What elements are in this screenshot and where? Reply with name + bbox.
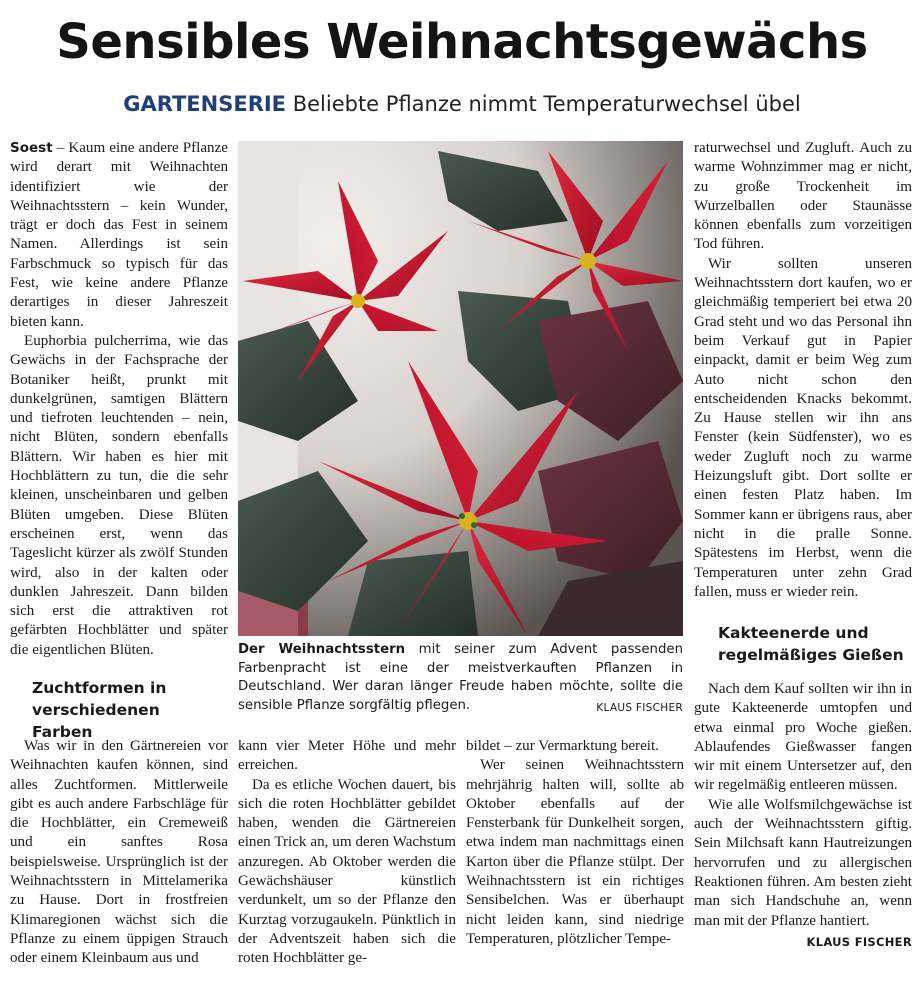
paragraph-col2-a: kann vier Meter Höhe und mehr erreichen. xyxy=(238,738,456,774)
column-3-bottom xyxy=(466,737,684,949)
column-1-top xyxy=(10,139,228,660)
intro-text: – Kaum eine andere Pflanze wird derart mit Weihnachten identifiziert wie der Weihnachtsstern – kein Wunder, trägt er doch das Fest in seinem Namen. Allerdings ist sein Farbschmuck so typisch für das Fest, wie keine andere Pflanze derartiges in dieser Jahreszeit bieten kann. xyxy=(10,140,228,330)
subhead-kakteenerde: Kakteenerde und regelmäßiges Gießen xyxy=(718,624,904,664)
caption-lead: Der Weihnachtsstern xyxy=(238,642,406,657)
paragraph-col2-b: Da es etliche Wochen dauert, bis sich die roten Hochblätter gebildet haben, wenden die Gärtnereien einen Trick an, um deren Wachstum anzuregen. Ab Oktober werden die Gewächshäuser künstlich verdunkelt, um so der Pflanze den Kurztag vorzugaukeln. Pünktlich in der Adventszeit haben sich die roten Hochblätter ge- xyxy=(238,776,456,967)
paragraph-col3-a: bildet – zur Vermarktung bereit. xyxy=(466,738,659,754)
paragraph-col4-c: Nach dem Kauf sollten wir ihn in gute Kakteenerde umtopfen und etwa einmal pro Woche gießen. Ablaufendes Gießwasser fangen wir mit einem Untersetzer auf, den wir regelmäßig entleeren müssen. xyxy=(694,681,912,794)
subline xyxy=(0,92,924,116)
paragraph-col4-d-text: Wie alle Wolfsmilchgewächse ist auch der Weihnachtsstern giftig. Sein Milchsaft kann Hautreizungen hervorrufen und zu allergischen Reaktionen führen. Am besten zieht man sich Handschuhe an, wenn man mit der Pflanze hantiert. xyxy=(694,796,912,929)
column-4-top xyxy=(694,139,912,602)
column-1-bottom xyxy=(10,737,228,969)
poinsettia-photo xyxy=(238,141,683,636)
column-2-bottom xyxy=(238,737,456,969)
paragraph-col4-d xyxy=(694,796,912,949)
subhead-zuchtformen: Zuchtformen in verschiedenen Farben xyxy=(32,679,167,741)
paragraph-botany: Euphorbia pulcherrima, wie das Gewächs in der Fachsprache der Botaniker heißt, prunkt mit dunkelgrünen, samtigen Blättern und tiefroten leuchtenden – nein, nicht Blüten, sondern ebenfalls Blättern. Wir haben es hier mit Hochblättern zu tun, die die sehr kleinen, unscheinbaren und gelben Blüten umgeben. Diese Blüten erscheinen erst, wenn das Tageslicht kürzer als zwölf Stunden wird, also in der kalten oder dunklen Jahreszeit. Dann bilden sich erst die attraktiven rot gefärbten Hochblätter und später die eigentlichen Blüten. xyxy=(10,332,228,658)
caption-text: mit seiner zum Advent passenden Farbenpracht ist eine der meistverkauften Pflanzen in Deutschland. Wer daran länger Freude haben möchte, sollte die sensible Pflanze sorgfältig pflegen. xyxy=(238,642,683,713)
paragraph-col4-b: Wir sollten unseren Weihnachtsstern dort kaufen, wo er gleichmäßig temperiert bei etwa 20 Grad steht und wo das Personal ihn beim Verkauf gut in Papier einpackt, damit er beim Weg zum Auto nicht schon den entscheidenden Knacks bekommt. Zu Hause stellen wir ihn ans Fenster (kein Südfenster), wo es weder Zugluft noch zu warme Heizungsluft gibt. Dort sollte er einen festen Platz haben. Im Sommer kann er übrigens raus, aber nicht in die pralle Sonne. Spätestens im Herbst, wenn die Temperaturen unter zehn Grad fallen, muss er wieder rein. xyxy=(694,255,912,600)
headline: Sensibles Weihnachtsgewächs xyxy=(56,14,868,70)
series-kicker: GARTENSERIE xyxy=(123,92,287,116)
author-byline: KLAUS FISCHER xyxy=(806,934,912,949)
photo-caption xyxy=(238,641,683,717)
paragraph-intro xyxy=(10,139,228,332)
paragraph-col4-a: raturwechsel und Zugluft. Auch zu warme Wohnzimmer mag er nicht, zu große Trockenheit im Wurzelballen oder Staunässe können ebenfalls zum vorzeitigen Tod führen. xyxy=(694,140,912,253)
poinsettia-image xyxy=(238,141,683,636)
paragraph-col3-b: Wer seinen Weihnachtsstern mehrjährig halten will, sollte ab Oktober ebenfalls auf der Fensterbank für Dunkelheit sorgen, etwa indem man nachmittags einen Karton über die Pflanze stülpt. Der Weihnachtsstern ist ein richtiges Sensibelchen. Was er überhaupt nicht leiden kann, sind niedrige Temperaturen, plötzlicher Tempe- xyxy=(466,757,684,947)
dateline: Soest xyxy=(10,140,53,156)
photo-credit: KLAUS FISCHER xyxy=(596,701,683,714)
subline-text: Beliebte Pflanze nimmt Temperaturwechsel übel xyxy=(286,92,801,116)
column-4-bottom xyxy=(694,680,912,952)
paragraph-zuchtformen: Was wir in den Gärtnereien vor Weihnachten kaufen können, sind alles Zuchtformen. Mittlerweile gibt es auch andere Farbschläge für die Hochblätter, ein Cremeweiß und ein sanftes Rosa beispielsweise. Ursprünglich ist der Weihnachtsstern in Mittelamerika zu Hause. Dort in frostfreien Klimaregionen wächst sich die Pflanze zu einem üppigen Strauch oder einem Kleinbaum aus und xyxy=(10,738,228,967)
